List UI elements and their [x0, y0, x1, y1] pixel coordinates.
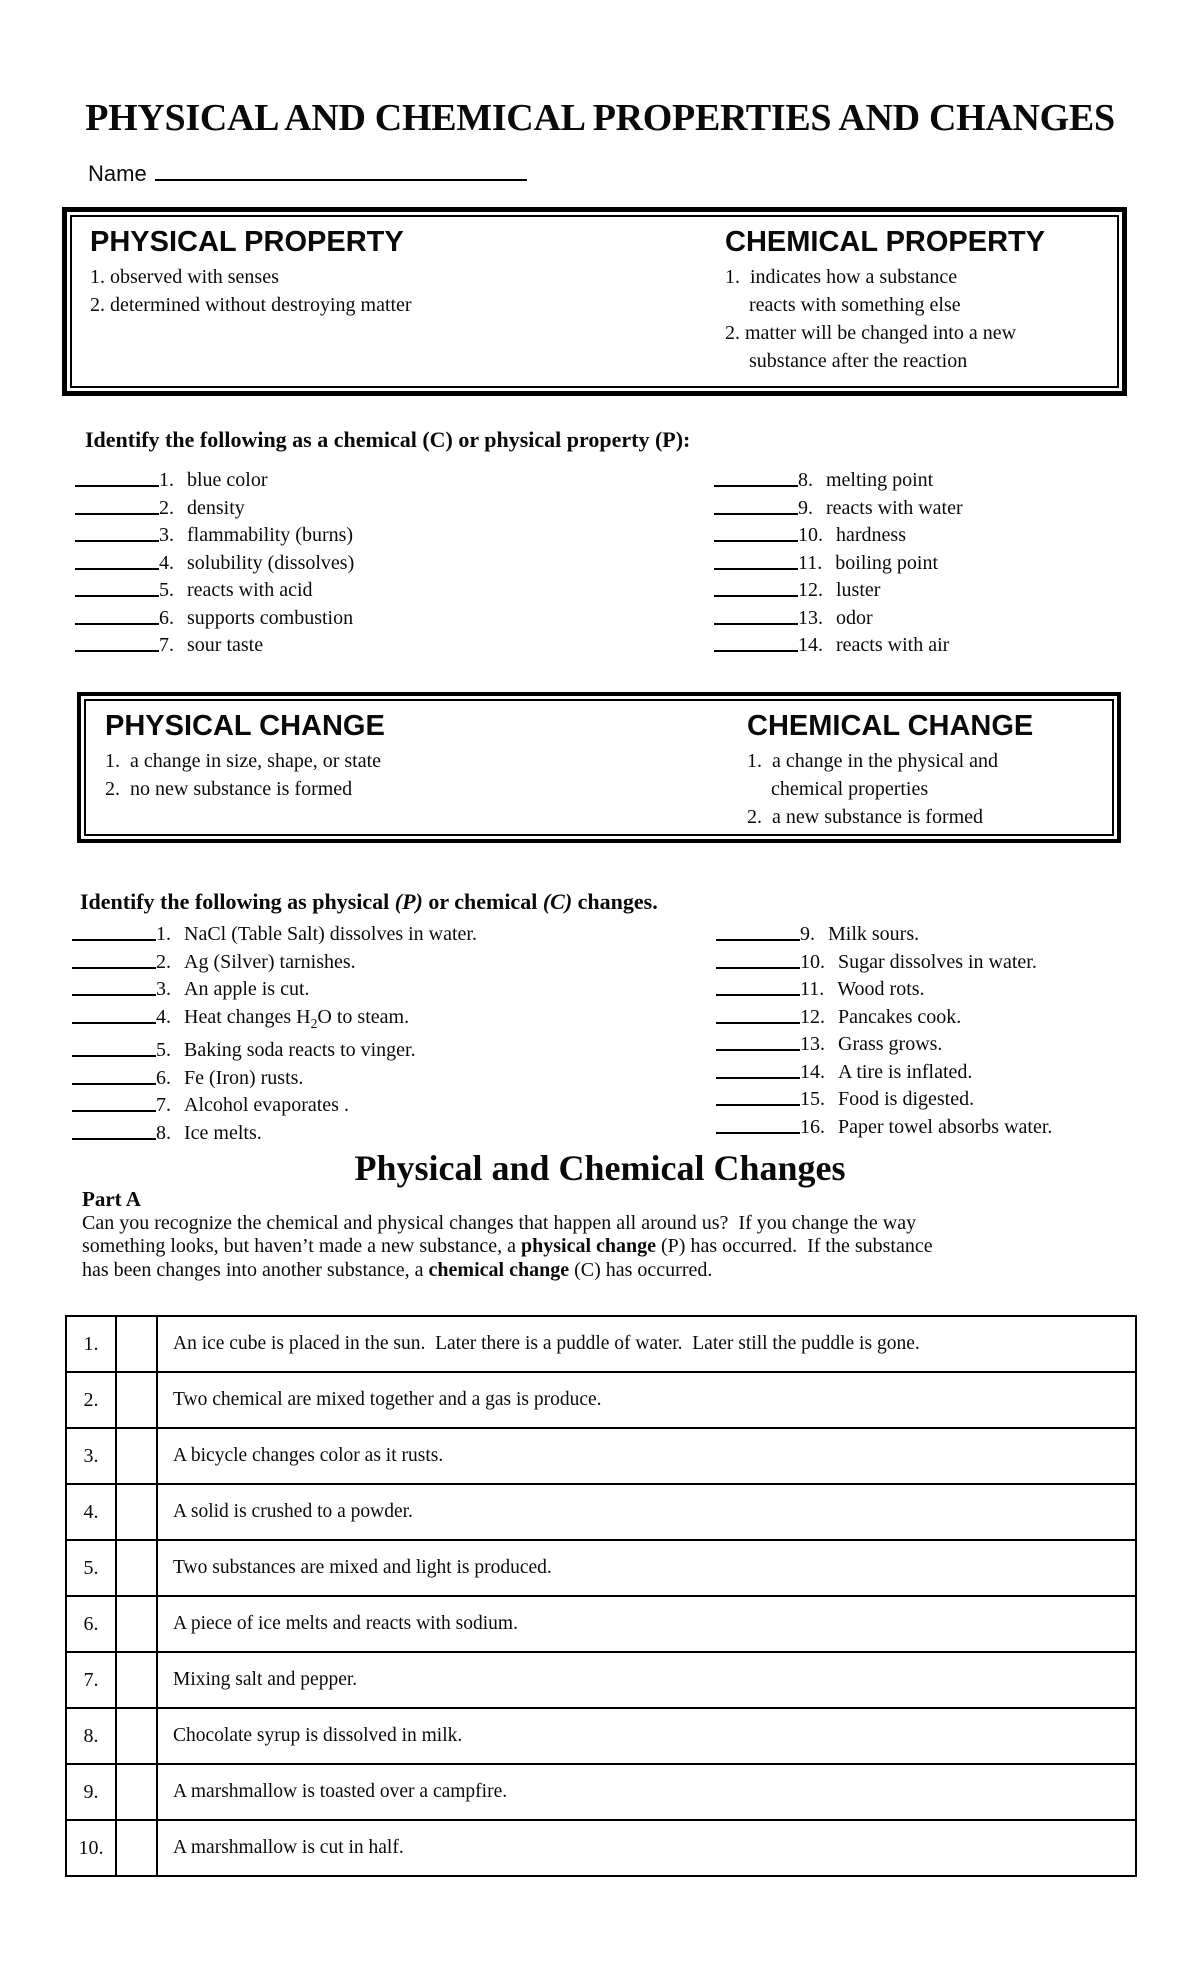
item-number: 8. [798, 469, 813, 491]
list-item [714, 577, 963, 605]
list-item [72, 1065, 477, 1093]
item-number: 2. [156, 950, 171, 973]
list-item [714, 550, 963, 578]
answer-cell [117, 1821, 158, 1875]
item-label [184, 1005, 410, 1031]
list-item [75, 632, 354, 660]
text-segment: 2 [310, 1015, 318, 1031]
list-item [716, 1004, 1052, 1032]
list-item [714, 522, 963, 550]
answer-cell [117, 1429, 158, 1483]
text-segment: An apple is cut. [184, 978, 310, 1000]
table-row [67, 1651, 1135, 1707]
text-segment: (P) has occurred. If the substance [656, 1235, 933, 1258]
statement-cell: Chocolate syrup is dissolved in milk. [173, 1725, 463, 1746]
table-row [67, 1707, 1135, 1763]
page-title: PHYSICAL AND CHEMICAL PROPERTIES AND CHANGES [85, 97, 1115, 139]
item-number: 3. [159, 524, 174, 546]
list-item [75, 550, 354, 578]
text-segment: chemical change [428, 1258, 570, 1281]
answer-blank [72, 1039, 156, 1057]
text-segment: Sugar dissolves in water. [838, 950, 1037, 973]
text-segment: Fe (Iron) rusts. [184, 1066, 304, 1089]
item-label [184, 1122, 262, 1144]
chemical-property-heading: CHEMICAL PROPERTY [725, 226, 1046, 258]
item-label [838, 1006, 961, 1028]
list-item [714, 495, 963, 523]
item-number: 9. [800, 923, 815, 945]
text-segment: Paper towel absorbs water. [838, 1115, 1053, 1138]
text-segment: something looks, but haven’t made a new substance, a [82, 1235, 521, 1258]
answer-blank [75, 607, 159, 625]
definition-line: 2. matter will be changed into a new [725, 322, 1017, 344]
answer-blank [716, 1006, 800, 1024]
item-label [838, 1061, 972, 1083]
answer-blank [714, 469, 798, 487]
answer-cell [117, 1541, 158, 1595]
list-item [72, 1037, 477, 1065]
text-segment: has been changes into another substance, a [82, 1258, 429, 1281]
item-label [837, 978, 924, 1000]
answer-cell [117, 1485, 158, 1539]
item-label: hardness [836, 524, 906, 546]
item-label [838, 1033, 942, 1055]
item-number: 9. [798, 496, 813, 519]
name-blank [155, 159, 527, 181]
text-segment: A tire is inflated. [838, 1060, 973, 1083]
changes-list-left [72, 921, 477, 1147]
statement-cell: A bicycle changes color as it rusts. [173, 1445, 444, 1466]
list-item [75, 467, 354, 495]
item-label: sour taste [187, 634, 264, 656]
item-number: 1. [156, 923, 171, 945]
text-segment: Ice melts. [184, 1121, 262, 1144]
text-segment: NaCl (Table Salt) dissolves in water. [184, 923, 477, 945]
physical-change-column [105, 709, 385, 803]
answer-blank [72, 923, 156, 941]
list-item [75, 577, 354, 605]
statement-cell: A marshmallow is cut in half. [173, 1837, 404, 1858]
answer-cell [117, 1317, 158, 1371]
list-item [75, 522, 354, 550]
answer-cell [117, 1653, 158, 1707]
list-item [716, 949, 1052, 977]
text-segment: Wood rots. [837, 978, 925, 1000]
statement-cell: A marshmallow is toasted over a campfire. [173, 1781, 508, 1802]
definition-line: 1. a change in the physical and [747, 750, 999, 772]
answer-blank [716, 978, 800, 996]
item-number: 13. [800, 1033, 825, 1055]
answer-cell [117, 1765, 158, 1819]
answer-blank [716, 951, 800, 969]
item-label [838, 951, 1037, 973]
row-number-cell: 10. [67, 1821, 117, 1875]
definition-line: chemical properties [771, 778, 929, 800]
answer-blank [75, 469, 159, 487]
physical-change-lines [105, 747, 385, 803]
item-number: 13. [798, 606, 823, 629]
statement-cell: Two substances are mixed and light is produced. [173, 1557, 552, 1578]
changes-list-right [716, 921, 1052, 1141]
item-label [184, 1039, 416, 1061]
row-number-cell: 2. [67, 1373, 117, 1427]
answer-blank [714, 524, 798, 542]
text-segment: changes. [572, 889, 658, 914]
text-segment: Ag (Silver) tarnishes. [184, 950, 356, 973]
list-item [714, 632, 963, 660]
list-item [714, 605, 963, 633]
text-segment: Milk sours. [828, 923, 920, 945]
row-number-cell: 6. [67, 1597, 117, 1651]
answer-blank [716, 923, 800, 941]
item-number: 12. [798, 579, 823, 601]
row-number-cell: 3. [67, 1429, 117, 1483]
part-a-paragraph [82, 1212, 933, 1282]
item-label [184, 1094, 349, 1116]
item-number: 12. [800, 1005, 825, 1028]
answer-blank [75, 497, 159, 515]
item-label [184, 923, 477, 945]
answer-blank [714, 579, 798, 597]
item-label: odor [836, 606, 873, 629]
statement-cell: A piece of ice melts and reacts with sodium. [173, 1613, 518, 1634]
item-label [828, 923, 919, 945]
list-item [75, 495, 354, 523]
list-item [716, 1086, 1052, 1114]
table-row [67, 1483, 1135, 1539]
answer-blank [72, 1122, 156, 1140]
identify-changes-heading [80, 889, 658, 915]
properties-list-left [75, 467, 354, 660]
item-number: 1. [159, 469, 174, 491]
part-a-label: Part A [82, 1187, 141, 1211]
item-number: 14. [798, 634, 823, 656]
item-number: 5. [159, 579, 174, 601]
list-item [72, 976, 477, 1004]
row-number-cell: 8. [67, 1709, 117, 1763]
definition-line: 1. observed with senses [90, 266, 279, 288]
item-label [184, 1067, 303, 1089]
item-number: 3. [156, 978, 171, 1000]
text-segment: (P) [394, 889, 423, 914]
list-item [72, 1004, 477, 1038]
table-row [67, 1819, 1135, 1875]
answer-blank [75, 634, 159, 652]
paragraph-line [82, 1212, 933, 1235]
answer-blank [716, 1088, 800, 1106]
change-definitions-box-inner [84, 699, 1114, 836]
text-segment: Grass grows. [838, 1033, 943, 1055]
text-segment: Can you recognize the chemical and physical changes that happen all around us? If you change the way [82, 1212, 917, 1234]
answer-cell [117, 1597, 158, 1651]
answer-blank [72, 1094, 156, 1112]
answer-cell [117, 1709, 158, 1763]
item-number: 2. [159, 496, 174, 519]
answer-blank [716, 1116, 800, 1134]
definition-line: substance after the reaction [749, 350, 968, 372]
list-item [716, 1031, 1052, 1059]
text-segment: physical change [520, 1235, 657, 1258]
table-row [67, 1539, 1135, 1595]
answer-blank [714, 552, 798, 570]
item-number: 6. [159, 606, 174, 629]
list-item [716, 1114, 1052, 1142]
list-item [716, 1059, 1052, 1087]
item-label [838, 1116, 1052, 1138]
table-row [67, 1371, 1135, 1427]
answer-blank [716, 1061, 800, 1079]
row-number-cell: 4. [67, 1485, 117, 1539]
item-label: melting point [826, 469, 934, 491]
answer-blank [72, 978, 156, 996]
answer-blank [714, 497, 798, 515]
definition-line: reacts with something else [749, 294, 961, 316]
chemical-change-column [747, 709, 1033, 831]
item-number: 16. [800, 1115, 825, 1138]
table-row [67, 1595, 1135, 1651]
list-item [75, 605, 354, 633]
item-label [184, 951, 356, 973]
text-segment: Baking soda reacts to vinger. [184, 1039, 416, 1061]
item-number: 8. [156, 1121, 171, 1144]
list-item [72, 921, 477, 949]
item-number: 7. [159, 634, 174, 656]
answer-blank [75, 524, 159, 542]
list-item [72, 1092, 477, 1120]
table-row [67, 1427, 1135, 1483]
physical-property-heading: PHYSICAL PROPERTY [90, 226, 404, 258]
list-item [716, 921, 1052, 949]
paragraph-line [82, 1235, 933, 1258]
item-number: 7. [156, 1094, 171, 1116]
list-item [72, 949, 477, 977]
item-number: 10. [800, 950, 825, 973]
statement-cell: A solid is crushed to a powder. [173, 1501, 413, 1522]
row-number-cell: 1. [67, 1317, 117, 1371]
list-item [714, 467, 963, 495]
statement-cell: An ice cube is placed in the sun. Later there is a puddle of water. Later still the puddle is gone. [173, 1333, 920, 1354]
answer-blank [72, 1006, 156, 1024]
answer-blank [716, 1033, 800, 1051]
item-number: 6. [156, 1066, 171, 1089]
chemical-change-heading: CHEMICAL CHANGE [747, 710, 1034, 742]
item-label: supports combustion [187, 606, 354, 629]
physical-property-column [90, 225, 412, 319]
item-label: reacts with water [826, 496, 963, 519]
definition-line: 2. determined without destroying matter [90, 294, 412, 316]
table-row [67, 1763, 1135, 1819]
item-number: 11. [798, 551, 823, 574]
text-segment: Identify the following as physical [80, 889, 395, 914]
text-segment: O to steam. [317, 1005, 410, 1028]
text-segment: or chemical [422, 889, 543, 914]
row-number-cell: 9. [67, 1765, 117, 1819]
definition-line: 2. no new substance is formed [105, 778, 353, 800]
identify-properties-heading: Identify the following as a chemical (C) or physical property (P): [85, 427, 691, 452]
definition-line: 1. a change in size, shape, or state [105, 750, 382, 772]
item-number: 14. [800, 1060, 825, 1083]
answer-cell [117, 1373, 158, 1427]
answer-blank [72, 951, 156, 969]
property-definitions-box-inner [70, 215, 1119, 388]
item-number: 10. [798, 524, 823, 546]
text-segment: (C) [542, 889, 573, 914]
property-definitions-box [62, 207, 1127, 396]
name-label: Name [88, 161, 147, 186]
text-segment: Pancakes cook. [838, 1005, 962, 1028]
item-number: 15. [800, 1088, 825, 1110]
definition-line: 1. indicates how a substance [725, 266, 958, 288]
properties-list-right [714, 467, 963, 660]
physical-property-lines [90, 263, 412, 319]
text-segment: Heat changes H [184, 1005, 311, 1028]
part-a-title: Physical and Chemical Changes [354, 1148, 846, 1188]
item-label: luster [836, 579, 881, 601]
item-label: density [187, 496, 245, 519]
chemical-property-column [725, 225, 1045, 375]
text-segment: (C) has occurred. [569, 1258, 713, 1281]
list-item [716, 976, 1052, 1004]
item-number: 4. [156, 1005, 171, 1028]
answer-blank [75, 552, 159, 570]
list-item [72, 1120, 477, 1148]
table-row [67, 1317, 1135, 1371]
physical-change-heading: PHYSICAL CHANGE [105, 710, 385, 742]
name-row [88, 159, 527, 187]
statement-cell: Two chemical are mixed together and a gas is produce. [173, 1389, 602, 1410]
item-label: boiling point [835, 551, 939, 574]
worksheet-table [65, 1315, 1137, 1877]
row-number-cell: 7. [67, 1653, 117, 1707]
item-number: 11. [800, 978, 825, 1000]
text-segment: Food is digested. [838, 1088, 975, 1110]
paragraph-line [82, 1259, 933, 1282]
statement-cell: Mixing salt and pepper. [173, 1669, 358, 1690]
item-label: flammability (burns) [187, 524, 354, 546]
definition-line: 2. a new substance is formed [747, 806, 984, 828]
item-number: 4. [159, 551, 174, 574]
item-label: reacts with air [836, 634, 950, 656]
item-label: reacts with acid [187, 579, 313, 601]
chemical-change-lines [747, 747, 1033, 831]
answer-blank [714, 607, 798, 625]
answer-blank [714, 634, 798, 652]
item-label [184, 978, 310, 1000]
item-label: blue color [187, 469, 268, 491]
answer-blank [75, 579, 159, 597]
row-number-cell: 5. [67, 1541, 117, 1595]
answer-blank [72, 1067, 156, 1085]
text-segment: Alcohol evaporates . [184, 1094, 349, 1116]
item-label: solubility (dissolves) [187, 551, 355, 574]
item-number: 5. [156, 1039, 171, 1061]
chemical-property-lines [725, 263, 1045, 375]
change-definitions-box [77, 692, 1121, 843]
item-label [838, 1088, 974, 1110]
